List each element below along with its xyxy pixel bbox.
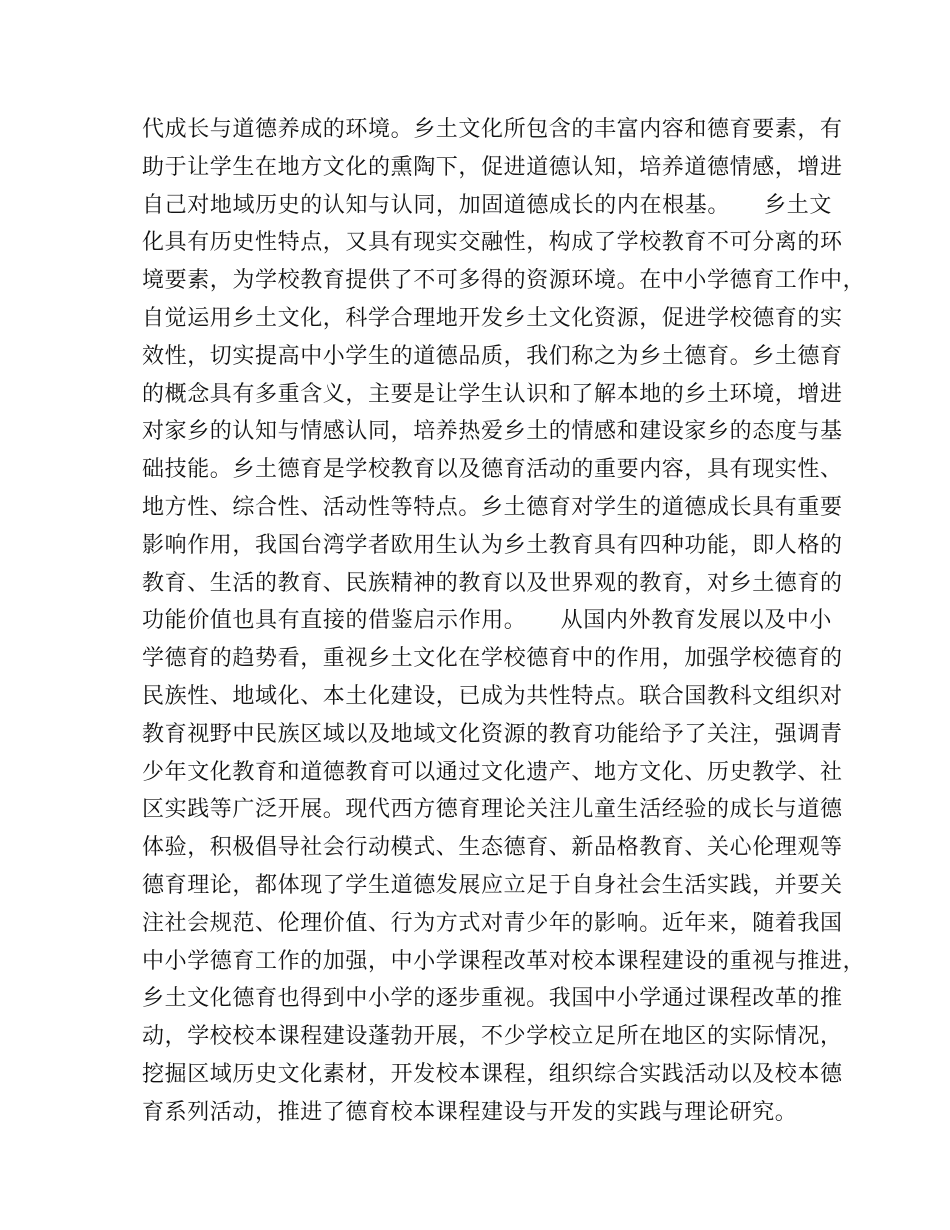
- text-line: 注社会规范、伦理价值、行为方式对青少年的影响。近年来，随着我国: [142, 910, 843, 936]
- text-line: 乡土文化德育也得到中小学的逐步重视。我国中小学通过课程改革的推: [142, 986, 843, 1012]
- text-line: 自己对地域历史的认知与认同，加固道德成长的内在根基。 乡土文: [142, 192, 832, 218]
- text-line: 地方性、综合性、活动性等特点。乡土德育对学生的道德成长具有重要: [142, 494, 843, 520]
- text-line: 自觉运用乡土文化，科学合理地开发乡土文化资源，促进学校德育的实: [142, 305, 843, 331]
- text-line: 教育视野中民族区域以及地域文化资源的教育功能给予了关注，强调青: [142, 721, 843, 747]
- text-line: 境要素，为学校教育提供了不可多得的资源环境。在中小学德育工作中，: [142, 268, 866, 294]
- text-line: 功能价值也具有直接的借鉴启示作用。 从国内外教育发展以及中小: [142, 608, 832, 634]
- text-line: 体验，积极倡导社会行动模式、生态德育、新品格教育、关心伦理观等: [142, 835, 843, 861]
- text-line: 的概念具有多重含义，主要是让学生认识和了解本地的乡土环境，增进: [142, 381, 843, 407]
- text-line: 育系列活动，推进了德育校本课程建设与开发的实践与理论研究。: [142, 1099, 798, 1125]
- text-line: 影响作用，我国台湾学者欧用生认为乡土教育具有四种功能，即人格的: [142, 532, 843, 558]
- text-line: 动，学校校本课程建设蓬勃开展，不少学校立足所在地区的实际情况，: [142, 1024, 843, 1050]
- text-line: 对家乡的认知与情感认同，培养热爱乡土的情感和建设家乡的态度与基: [142, 419, 843, 445]
- text-line: 效性，切实提高中小学生的道德品质，我们称之为乡土德育。乡土德育: [142, 343, 843, 369]
- text-line: 化具有历史性特点，又具有现实交融性，构成了学校教育不可分离的环: [142, 230, 843, 256]
- text-line: 中小学德育工作的加强，中小学课程改革对校本课程建设的重视与推进，: [142, 948, 866, 974]
- text-line: 代成长与道德养成的环境。乡土文化所包含的丰富内容和德育要素，有: [142, 117, 843, 142]
- text-line: 德育理论，都体现了学生道德发展应立足于自身社会生活实践，并要关: [142, 872, 843, 898]
- body-paragraph: [142, 111, 866, 1132]
- text-line: 学德育的趋势看，重视乡土文化在学校德育中的作用，加强学校德育的: [142, 646, 843, 672]
- text-line: 民族性、地域化、本土化建设，已成为共性特点。联合国教科文组织对: [142, 683, 843, 709]
- text-line: 少年文化教育和道德教育可以通过文化遗产、地方文化、历史教学、社: [142, 759, 843, 785]
- text-line: 础技能。乡土德育是学校教育以及德育活动的重要内容，具有现实性、: [142, 457, 843, 483]
- text-line: 挖掘区域历史文化素材，开发校本课程，组织综合实践活动以及校本德: [142, 1061, 843, 1087]
- text-line: 区实践等广泛开展。现代西方德育理论关注儿童生活经验的成长与道德: [142, 797, 843, 823]
- text-line: 助于让学生在地方文化的熏陶下，促进道德认知，培养道德情感，增进: [142, 154, 843, 180]
- text-line: 教育、生活的教育、民族精神的教育以及世界观的教育，对乡土德育的: [142, 570, 843, 596]
